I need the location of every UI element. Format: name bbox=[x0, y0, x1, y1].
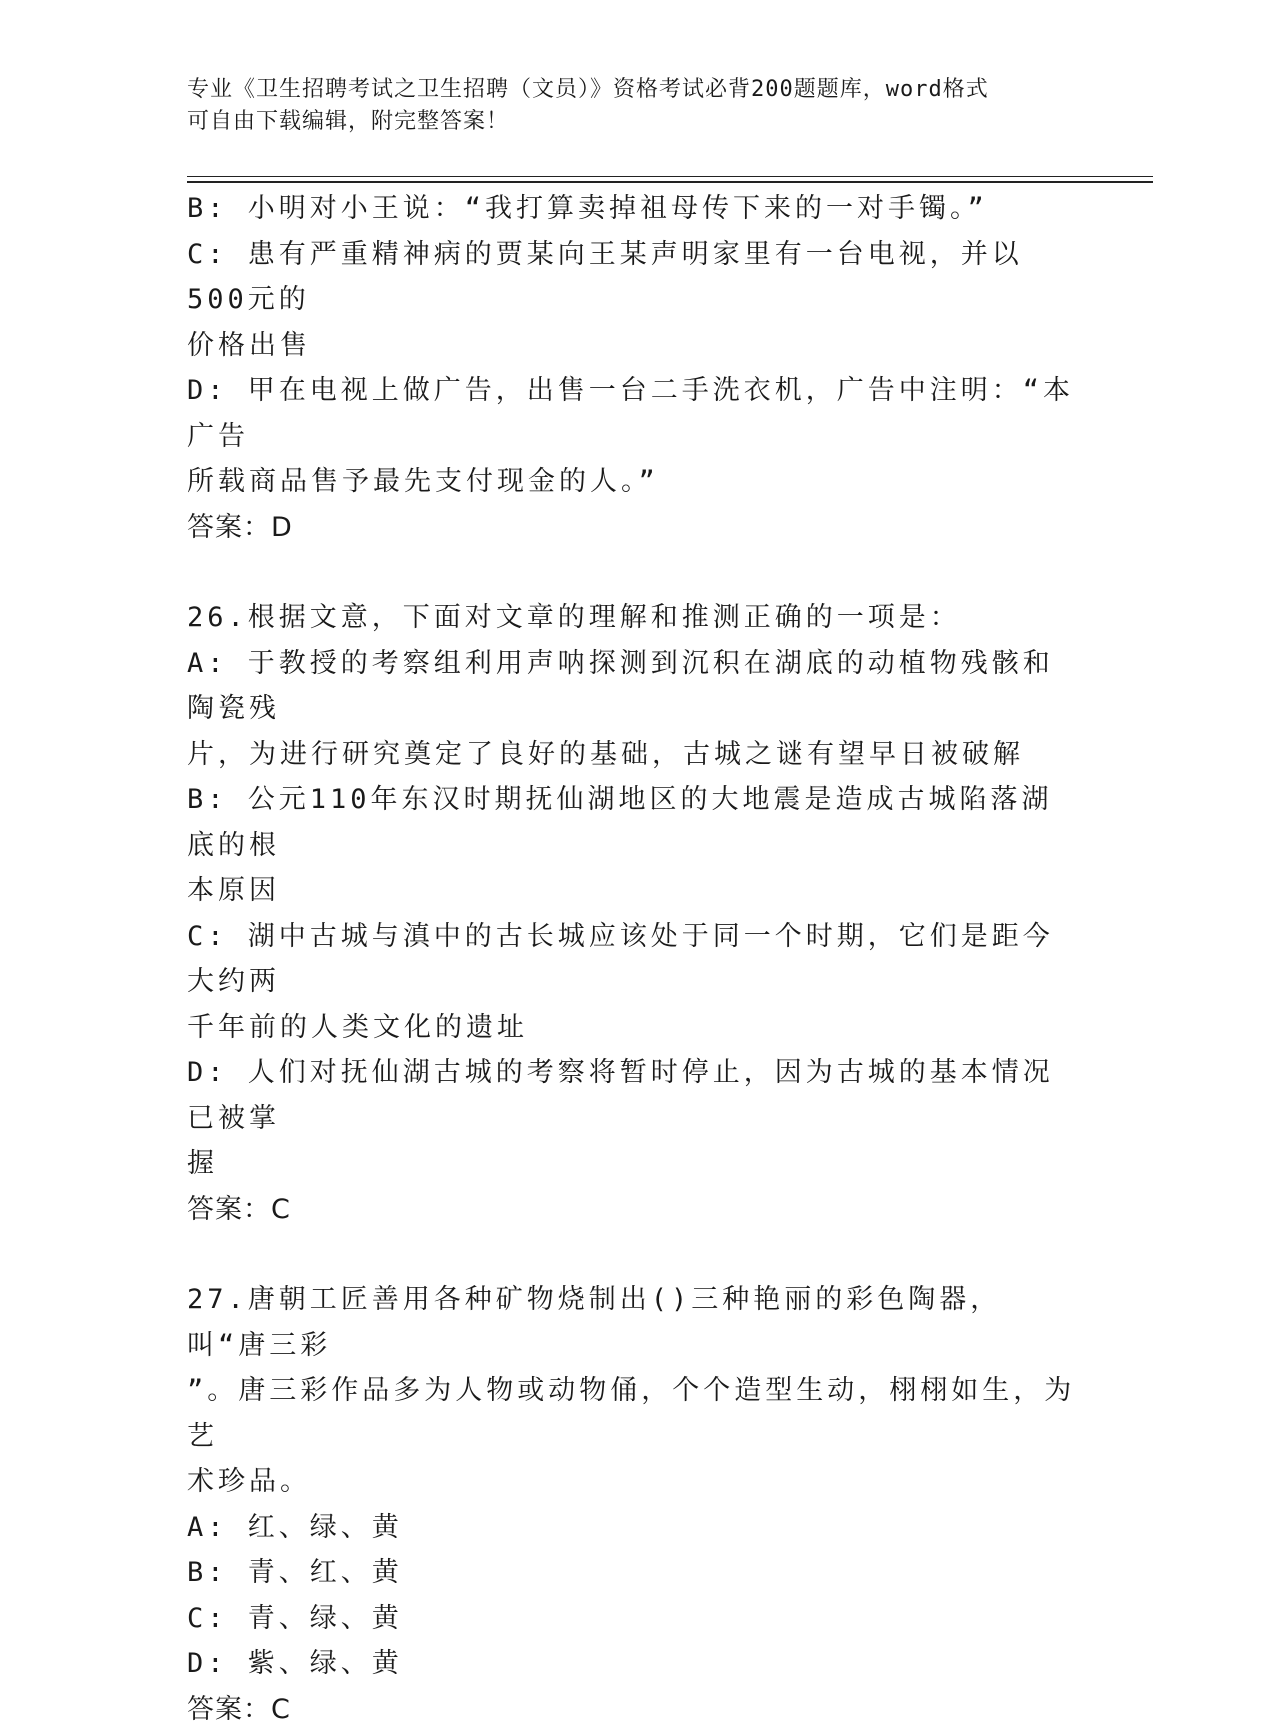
header-title-line-1: 专业《卫生招聘考试之卫生招聘（文员）》资格考试必背200题题库，word格式 bbox=[187, 74, 1067, 106]
option-a-continued: 片，为进行研究奠定了良好的基础，古城之谜有望早日被破解 bbox=[187, 732, 1077, 778]
option-c: C: 湖中古城与滇中的古长城应该处于同一个时期，它们是距今大约两 bbox=[187, 914, 1077, 1005]
option-b: B: 青、红、黄 bbox=[187, 1550, 1077, 1596]
option-c: C: 患有严重精神病的贾某向王某声明家里有一台电视，并以500元的 bbox=[187, 232, 1077, 323]
question-stem-continued: 术珍品。 bbox=[187, 1459, 1077, 1505]
option-d: D: 紫、绿、黄 bbox=[187, 1641, 1077, 1687]
question-stem-continued: ”。唐三彩作品多为人物或动物俑，个个造型生动，栩栩如生，为艺 bbox=[187, 1368, 1077, 1459]
question-stem: 27.唐朝工匠善用各种矿物烧制出()三种艳丽的彩色陶器，叫“唐三彩 bbox=[187, 1277, 1077, 1368]
question-stem: 26.根据文意，下面对文章的理解和推测正确的一项是： bbox=[187, 595, 1077, 641]
option-c-continued: 价格出售 bbox=[187, 323, 1077, 369]
spacer bbox=[187, 550, 1077, 595]
header-divider-thin bbox=[187, 176, 1153, 177]
option-a: A: 于教授的考察组利用声呐探测到沉积在湖底的动植物残骸和陶瓷残 bbox=[187, 641, 1077, 732]
option-d: D: 人们对抚仙湖古城的考察将暂时停止，因为古城的基本情况已被掌 bbox=[187, 1050, 1077, 1141]
question-26 bbox=[187, 595, 1077, 1232]
question-25-continued bbox=[187, 186, 1077, 550]
header-title-line-2: 可自由下载编辑，附完整答案！ bbox=[187, 106, 1067, 138]
option-b: B: 公元110年东汉时期抚仙湖地区的大地震是造成古城陷落湖底的根 bbox=[187, 777, 1077, 868]
option-c-continued: 千年前的人类文化的遗址 bbox=[187, 1005, 1077, 1051]
option-a: A: 红、绿、黄 bbox=[187, 1505, 1077, 1551]
question-27 bbox=[187, 1277, 1077, 1732]
option-d-continued: 握 bbox=[187, 1141, 1077, 1187]
option-d: D: 甲在电视上做广告，出售一台二手洗衣机，广告中注明：“本广告 bbox=[187, 368, 1077, 459]
answer-line: 答案：C bbox=[187, 1687, 1077, 1732]
answer-line: 答案：D bbox=[187, 505, 1077, 551]
option-d-continued: 所载商品售予最先支付现金的人。” bbox=[187, 459, 1077, 505]
option-b-continued: 本原因 bbox=[187, 868, 1077, 914]
answer-line: 答案：C bbox=[187, 1187, 1077, 1233]
option-c: C: 青、绿、黄 bbox=[187, 1596, 1077, 1642]
document-header bbox=[187, 74, 1067, 138]
header-divider-thick bbox=[187, 181, 1153, 183]
document-body bbox=[187, 186, 1077, 1732]
spacer bbox=[187, 1232, 1077, 1277]
option-b: B: 小明对小王说：“我打算卖掉祖母传下来的一对手镯。” bbox=[187, 186, 1077, 232]
